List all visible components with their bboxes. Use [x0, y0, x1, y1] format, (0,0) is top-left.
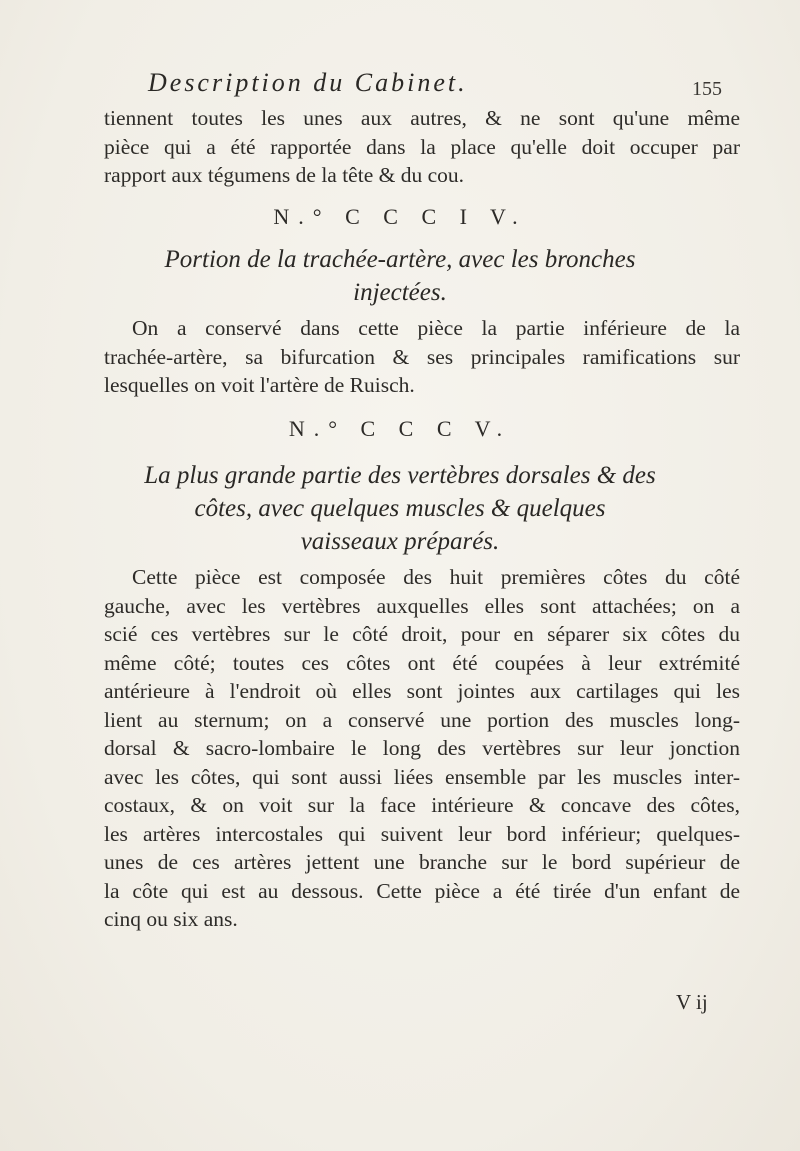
- paragraph-line: trachée-artère, sa bifurcation & ses principales ramifications sur: [104, 344, 740, 369]
- paragraph-line: la côte qui est au dessous. Cette pièce a été tirée d'un enfant de: [104, 878, 740, 903]
- page-number: 155: [692, 78, 722, 100]
- entry-title-line: La plus grande partie des vertèbres dorsales & des: [144, 462, 656, 489]
- paragraph-line: même côté; toutes ces côtes ont été coupées à leur extrémité: [104, 650, 740, 675]
- intro-paragraph: [104, 104, 740, 190]
- entry-title-line: vaisseaux préparés.: [300, 528, 500, 555]
- paragraph-line: avec les côtes, qui sont aussi liées ensemble par les muscles inter-: [104, 764, 740, 789]
- paragraph-line: On a conservé dans cette pièce la partie inférieure de la: [132, 316, 740, 340]
- paragraph-line: antérieure à l'endroit où elles sont jointes aux cartilages qui les: [104, 679, 740, 703]
- entry-number: N.° C C C V.: [288, 416, 512, 441]
- running-head: Description du Cabinet.: [148, 68, 468, 97]
- paragraph-line: rapport aux tégumens de la tête & du cou.: [104, 163, 465, 187]
- paragraph-line: lesquelles on voit l'artère de Ruisch.: [104, 373, 415, 397]
- entry-title: [0, 243, 800, 309]
- paragraph-line: les artères intercostales qui suivent leur bord inférieur; quelques-: [104, 821, 740, 846]
- entry-body: [104, 563, 740, 934]
- paragraph-line: dorsal & sacro-lombaire le long des vertèbres sur leur jonction: [104, 736, 740, 760]
- entry-title-line: Portion de la trachée-artère, avec les bronches: [164, 246, 636, 273]
- paragraph-line: lient au sternum; on a conservé une portion des muscles long-: [104, 707, 740, 732]
- entry-body: [104, 314, 740, 400]
- paragraph-line: Cette pièce est composée des huit premières côtes du côté: [132, 565, 740, 589]
- entry-number: N.° C C C I V.: [273, 204, 527, 229]
- paragraph-line: costaux, & on voit sur la face intérieure & concave des côtes,: [104, 793, 740, 817]
- entry-title-line: côtes, avec quelques muscles & quelques: [194, 495, 606, 522]
- entry-title: [0, 459, 800, 558]
- paragraph-line: gauche, avec les vertèbres auxquelles elles sont attachées; on a: [104, 593, 740, 618]
- paragraph-line: pièce qui a été rapportée dans la place qu'elle doit occuper par: [104, 134, 740, 159]
- paragraph-line: tiennent toutes les unes aux autres, & ne sont qu'une même: [104, 106, 740, 130]
- signature-mark: V ij: [676, 990, 708, 1014]
- entry-title-line: injectées.: [353, 279, 447, 306]
- paragraph-line: scié ces vertèbres sur le côté droit, pour en séparer six côtes du: [104, 622, 740, 646]
- paragraph-line: cinq ou six ans.: [104, 907, 238, 931]
- paragraph-line: unes de ces artères jettent une branche sur le bord supérieur de: [104, 850, 740, 874]
